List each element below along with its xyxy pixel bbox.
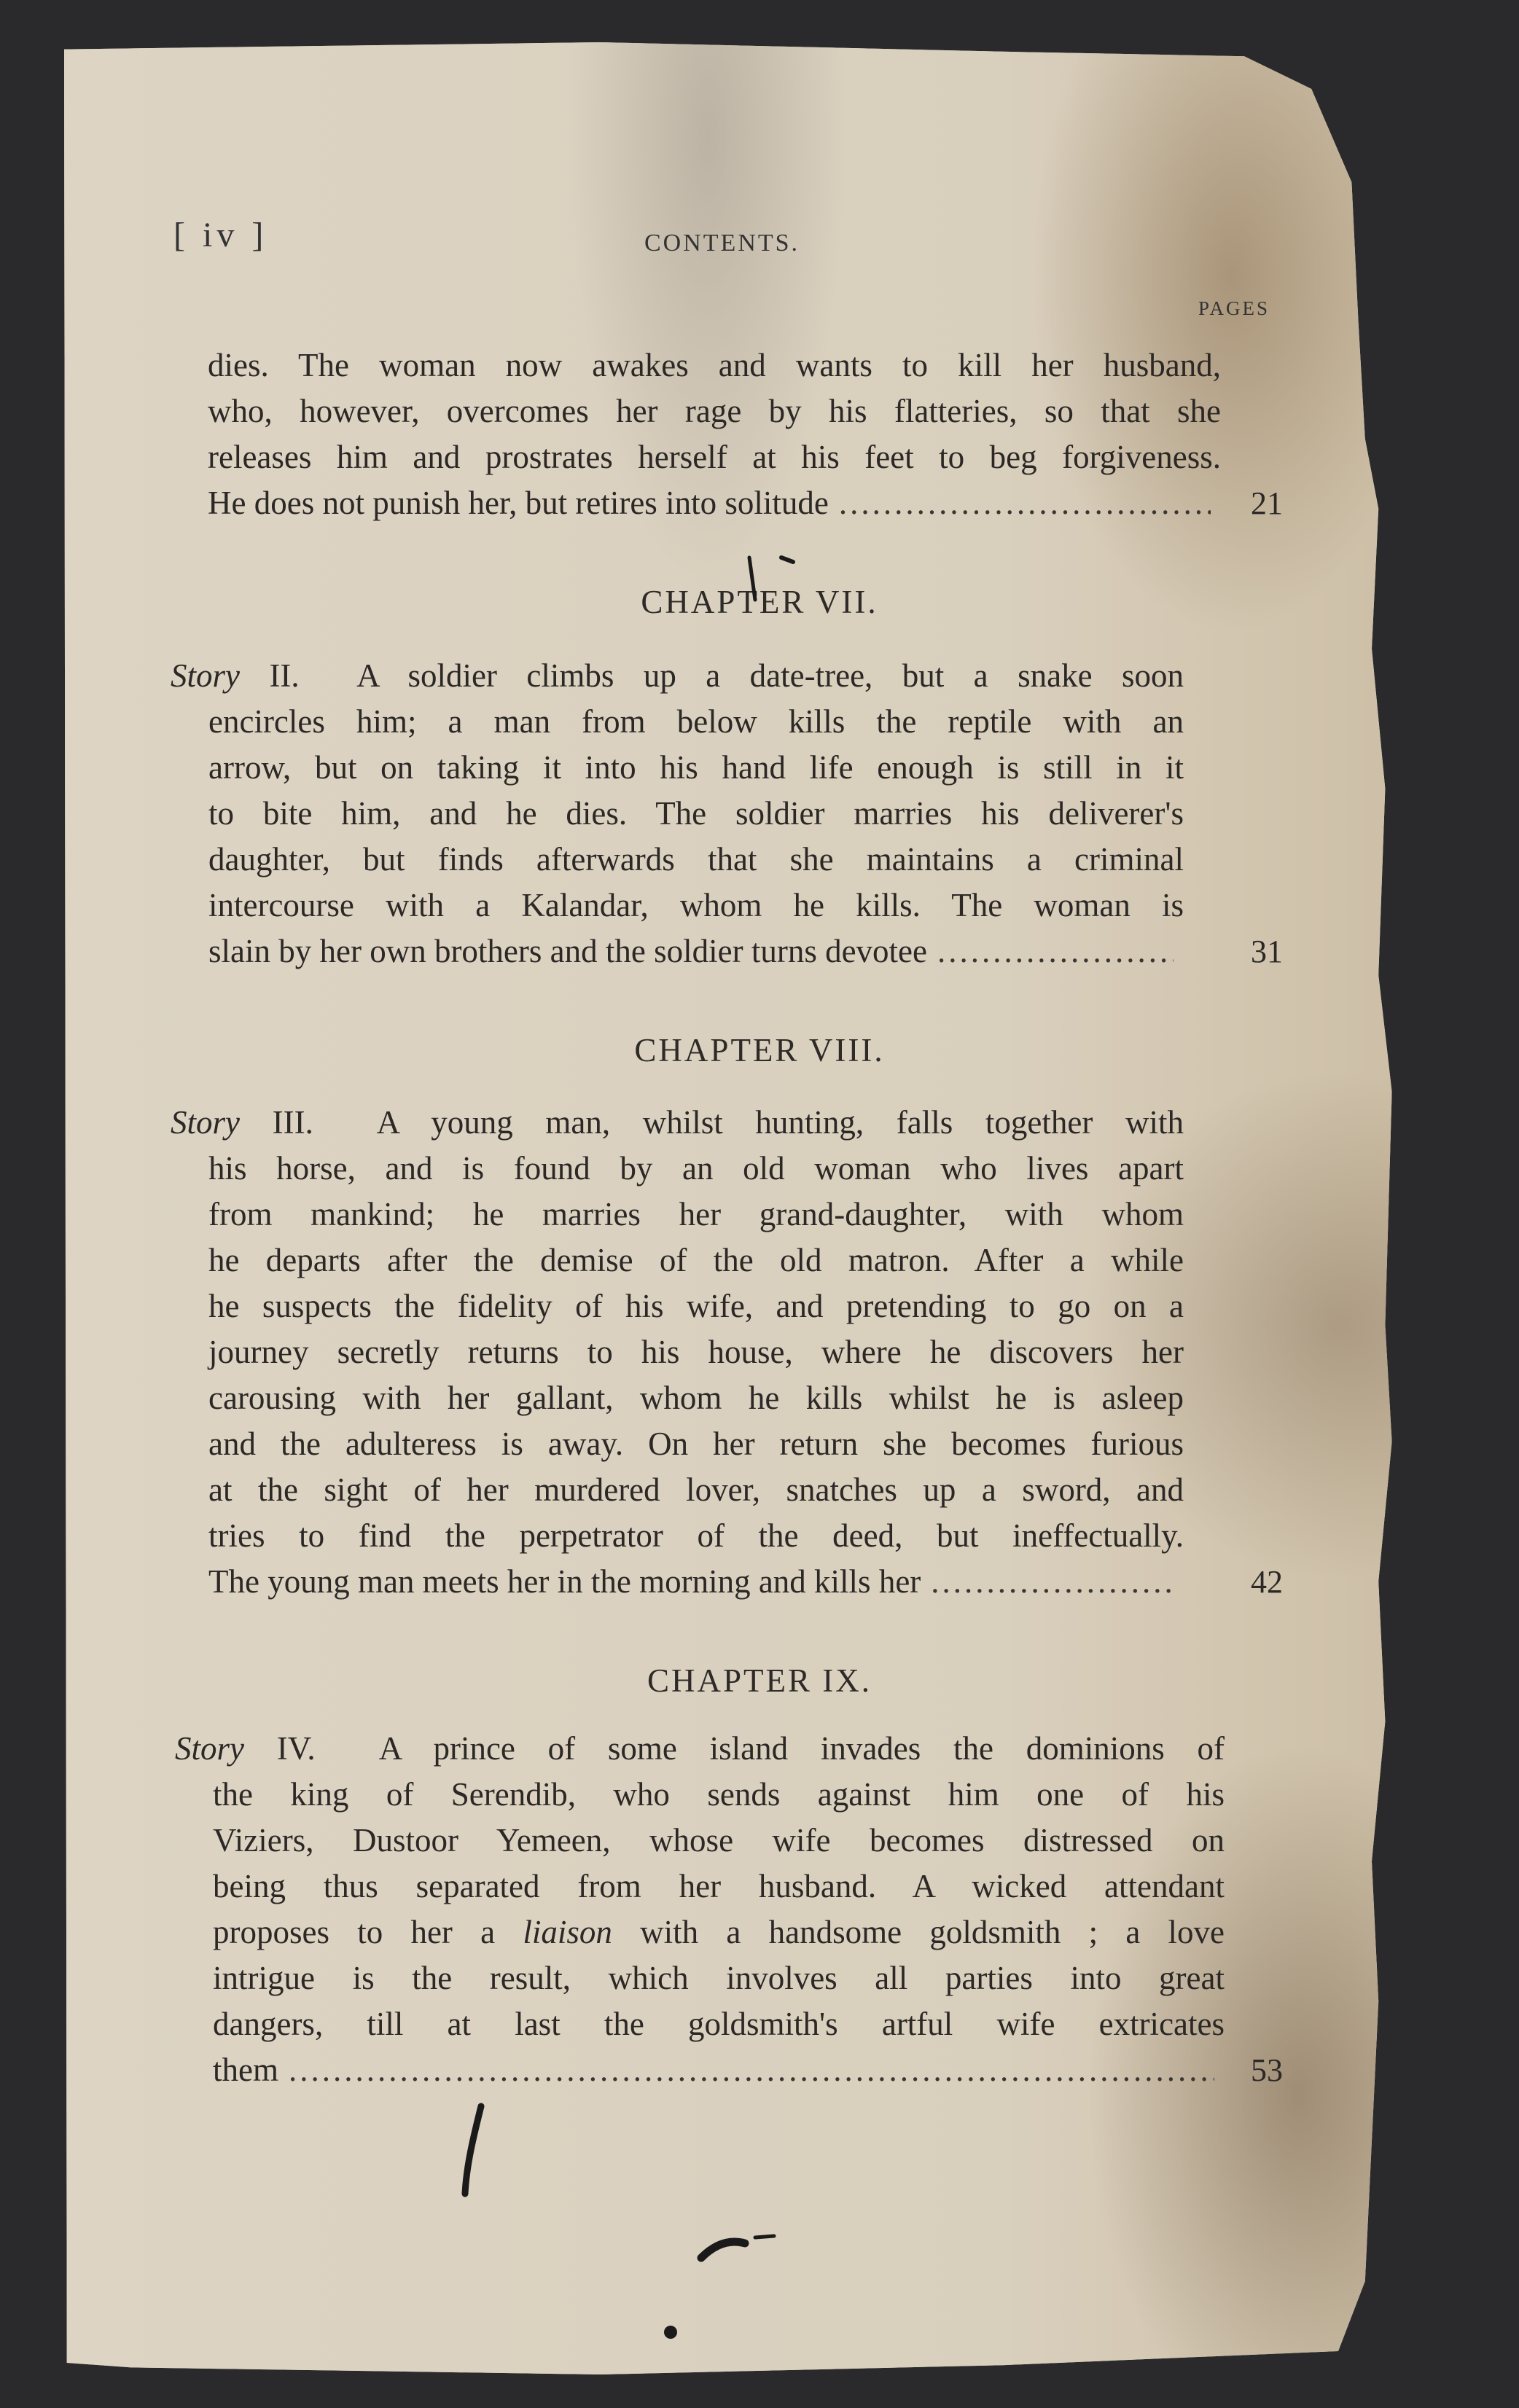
entry-line: who, however, overcomes her rage by his flatteries, so that she xyxy=(208,393,1221,429)
running-title: CONTENTS. xyxy=(644,230,800,257)
entry-line: journey secretly returns to his house, where he discovers her xyxy=(208,1334,1184,1370)
story-number: II. xyxy=(269,657,300,694)
entry-line: arrow, but on taking it into his hand life enough is still in it xyxy=(208,749,1184,786)
entry-first-line xyxy=(175,1726,1225,1772)
contents-entry-story-4 xyxy=(175,1726,1225,2093)
ink-mark-icon xyxy=(452,2099,496,2201)
entry-line: them xyxy=(213,2052,278,2088)
contents-entry-story-3 xyxy=(171,1100,1184,1605)
entry-last-line xyxy=(208,480,1221,526)
entry-line-text: proposes to her a xyxy=(213,1914,496,1950)
entry-line: from mankind; he marries her grand-daughter, with whom xyxy=(208,1196,1184,1232)
entry-line: and the adulteress is away. On her return she becomes furious xyxy=(208,1426,1184,1462)
entry-last-line xyxy=(208,929,1184,974)
entry-line: carousing with her gallant, whom he kills whilst he is asleep xyxy=(208,1380,1184,1416)
entry-line: being thus separated from her husband. A wicked attendant xyxy=(213,1868,1225,1904)
entry-line: he suspects the fidelity of his wife, and pretending to go on a xyxy=(208,1288,1184,1324)
chapter-heading: CHAPTER VIII. xyxy=(634,1032,885,1068)
entry-line-text: A young man, whilst hunting, falls together with xyxy=(376,1104,1184,1141)
entry-line-text: A prince of some island invades the dominions of xyxy=(378,1730,1225,1767)
entry-line: his horse, and is found by an old woman who lives apart xyxy=(208,1150,1184,1187)
entry-first-line xyxy=(171,653,1184,699)
entry-line: tries to find the perpetrator of the deed, but ineffectually. xyxy=(208,1517,1184,1554)
entry-line: at the sight of her murdered lover, snatches up a sword, and xyxy=(208,1471,1184,1508)
ink-dot-icon xyxy=(662,2323,679,2341)
entry-line: The young man meets her in the morning and kills her xyxy=(208,1563,921,1600)
entry-line: encircles him; a man from below kills the reptile with an xyxy=(208,703,1184,740)
story-number: III. xyxy=(272,1104,313,1141)
story-label: Story xyxy=(175,1730,244,1767)
dot-leader xyxy=(937,929,1174,974)
chapter-heading: CHAPTER VII. xyxy=(641,584,878,620)
page-number: [ iv ] xyxy=(173,216,268,254)
entry-line: Viziers, Dustoor Yemeen, whose wife becomes distressed on xyxy=(213,1822,1225,1858)
entry-line: intrigue is the result, which involves all parties into great xyxy=(213,1960,1225,1996)
entry-line-text: A soldier climbs up a date-tree, but a snake soon xyxy=(356,657,1184,694)
entry-line: slain by her own brothers and the soldier turns devotee xyxy=(208,933,928,969)
contents-entry-story-2 xyxy=(171,653,1184,974)
entry-line: releases him and prostrates herself at his feet to beg forgiveness. xyxy=(208,439,1221,475)
entry-line: to bite him, and he dies. The soldier marries his deliverer's xyxy=(208,795,1184,832)
entry-first-line xyxy=(171,1100,1184,1146)
page-ref: 21 xyxy=(1251,485,1283,521)
entry-line: daughter, but finds afterwards that she maintains a criminal xyxy=(208,841,1184,877)
entry-line: intercourse with a Kalandar, whom he kills. The woman is xyxy=(208,887,1184,923)
entry-line: dangers, till at last the goldsmith's artful wife extricates xyxy=(213,2006,1225,2042)
contents-entry-continuation xyxy=(208,343,1221,526)
page-ref: 42 xyxy=(1251,1564,1283,1600)
entry-line xyxy=(213,1909,1225,1955)
dot-leader xyxy=(839,480,1211,526)
entry-line-text: with a handsome goldsmith ; a love xyxy=(640,1914,1225,1950)
story-label: Story xyxy=(171,657,240,694)
page-ref: 31 xyxy=(1251,934,1283,969)
page-ref: 53 xyxy=(1251,2052,1283,2088)
entry-last-line xyxy=(213,2047,1225,2093)
chapter-heading: CHAPTER IX. xyxy=(647,1662,872,1699)
story-label: Story xyxy=(171,1104,240,1141)
pages-column-label: PAGES xyxy=(1198,297,1270,319)
story-number: IV. xyxy=(276,1730,316,1767)
dot-leader xyxy=(289,2047,1214,2093)
entry-last-line xyxy=(208,1559,1184,1605)
italic-word: liaison xyxy=(523,1914,612,1950)
dot-leader xyxy=(931,1559,1174,1605)
entry-line: dies. The woman now awakes and wants to kill her husband, xyxy=(208,347,1221,383)
entry-line: he departs after the demise of the old matron. After a while xyxy=(208,1242,1184,1278)
ink-mark-icon xyxy=(692,2223,787,2267)
ink-mark-icon xyxy=(735,536,808,609)
entry-line: the king of Serendib, who sends against him one of his xyxy=(213,1776,1225,1813)
entry-line: He does not punish her, but retires into solitude xyxy=(208,485,829,521)
